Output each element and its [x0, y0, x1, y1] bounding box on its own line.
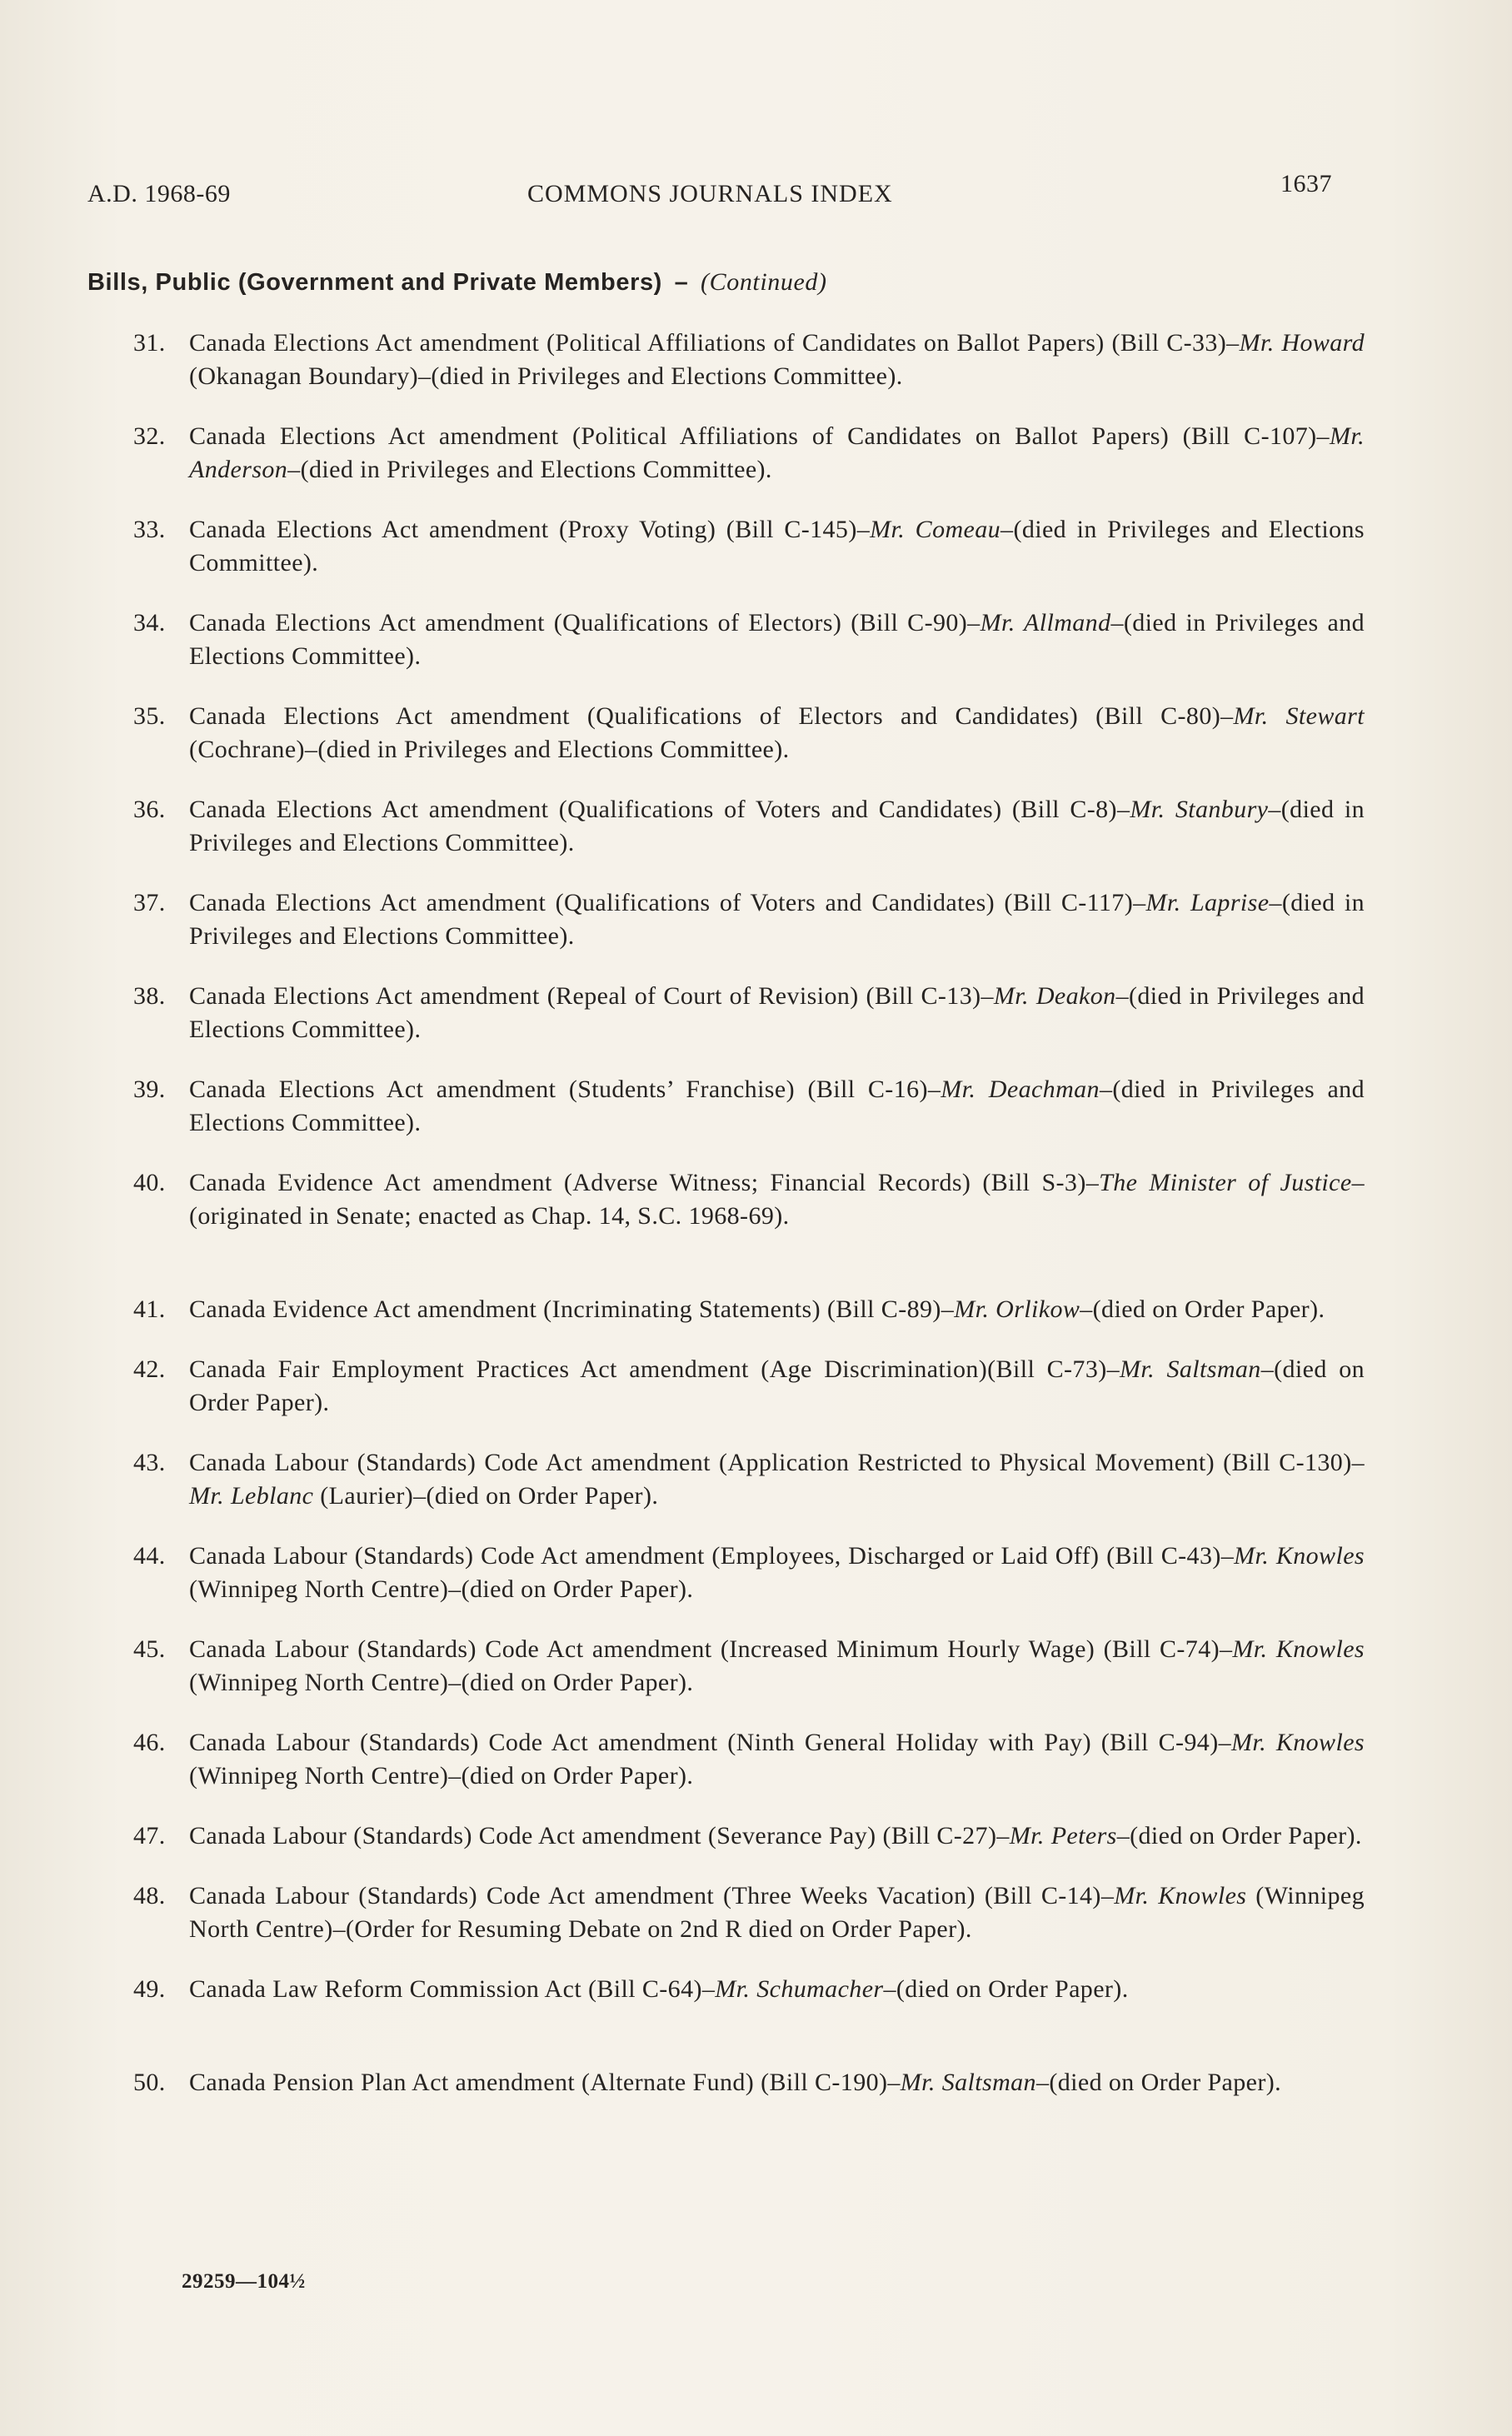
- entry-text: Canada Elections Act amendment (Students’ Franchise) (Bill C-16)–Mr. Deachman–(died in Privileges and Elections Committee).: [189, 1076, 1365, 1136]
- entry-text: Canada Elections Act amendment (Political Affiliations of Candidates on Ballot Papers) (Bill C-33)–Mr. Howard (Okanagan Boundary)–(died in Privileges and Elections Committee).: [189, 329, 1365, 390]
- entry-text: Canada Fair Employment Practices Act amendment (Age Discrimination)(Bill C-73)–Mr. Saltsman–(died on Order Paper).: [189, 1355, 1365, 1416]
- section-heading: [87, 268, 827, 297]
- sponsor-name: Mr. Peters: [1009, 1822, 1117, 1849]
- entry-number: 37.: [133, 889, 166, 916]
- sponsor-name: Mr. Stanbury: [1130, 796, 1269, 823]
- entry: [133, 1353, 1365, 1420]
- printer-signature-mark: 29259—104½: [182, 2270, 306, 2293]
- entry-text: Canada Evidence Act amendment (Adverse Witness; Financial Records) (Bill S-3)–The Minister of Justice–(originated in Senate; enacted as Chap. 14, S.C. 1968-69).: [189, 1169, 1365, 1230]
- entry-text: Canada Law Reform Commission Act (Bill C-64)–Mr. Schumacher–(died on Order Paper).: [189, 1975, 1129, 2003]
- entry-number: 48.: [133, 1882, 166, 1909]
- entry: [133, 700, 1365, 766]
- entry-text: Canada Evidence Act amendment (Incriminating Statements) (Bill C-89)–Mr. Orlikow–(died on Order Paper).: [189, 1295, 1325, 1323]
- entry: [133, 1073, 1365, 1140]
- sponsor-name: Mr. Stewart: [1233, 702, 1365, 730]
- entry-text: Canada Labour (Standards) Code Act amendment (Severance Pay) (Bill C-27)–Mr. Peters–(died on Order Paper).: [189, 1822, 1362, 1849]
- running-header: [87, 170, 1337, 217]
- entry-number: 41.: [133, 1295, 166, 1323]
- sponsor-name: Mr. Saltsman: [900, 2069, 1036, 2096]
- sponsor-name: Mr. Orlikow: [954, 1295, 1080, 1323]
- sponsor-name: Mr. Comeau: [870, 516, 1001, 543]
- entry-number: 33.: [133, 516, 166, 543]
- sponsor-name: The Minister of Justice: [1099, 1169, 1352, 1196]
- sponsor-name: Mr. Saltsman: [1120, 1355, 1261, 1383]
- entry-number: 32.: [133, 422, 166, 450]
- entry-number: 39.: [133, 1076, 166, 1103]
- entry: [133, 327, 1365, 393]
- entry: [133, 1879, 1365, 1946]
- entry-number: 49.: [133, 1975, 166, 2003]
- entry-number: 47.: [133, 1822, 166, 1849]
- entry: [133, 1973, 1365, 2006]
- entry: [133, 1726, 1365, 1793]
- section-continued: (Continued): [701, 268, 827, 296]
- entry-number: 45.: [133, 1635, 166, 1663]
- section-separator: –: [674, 269, 689, 296]
- entry-number: 34.: [133, 609, 166, 636]
- sponsor-name: Mr. Laprise: [1145, 889, 1270, 916]
- entry-number: 44.: [133, 1542, 166, 1570]
- sponsor-name: Mr. Knowles: [1234, 1542, 1365, 1570]
- entry-text: Canada Labour (Standards) Code Act amendment (Ninth General Holiday with Pay) (Bill C-94)–Mr. Knowles (Winnipeg North Centre)–(died on Order Paper).: [189, 1729, 1365, 1790]
- entry-number: 46.: [133, 1729, 166, 1756]
- sponsor-name: Mr. Deakon: [993, 982, 1116, 1010]
- section-title: Bills, Public (Government and Private Members): [87, 269, 662, 296]
- sponsor-name: Mr. Deachman: [941, 1076, 1100, 1103]
- entry-text: Canada Elections Act amendment (Qualifications of Electors and Candidates) (Bill C-80)–Mr. Stewart (Cochrane)–(died in Privileges and Elections Committee).: [189, 702, 1365, 763]
- page-number: 1637: [1280, 170, 1332, 197]
- sponsor-name: Mr. Anderson: [189, 422, 1365, 483]
- entry-text: Canada Elections Act amendment (Qualifications of Electors) (Bill C-90)–Mr. Allmand–(died in Privileges and Elections Committee).: [189, 609, 1365, 670]
- entry: [133, 420, 1365, 487]
- entry: [133, 793, 1365, 860]
- entry-text: Canada Labour (Standards) Code Act amendment (Application Restricted to Physical Movement) (Bill C-130)–Mr. Leblanc (Laurier)–(died on Order Paper).: [189, 1449, 1365, 1510]
- entry-list: [133, 327, 1365, 2126]
- entry-number: 50.: [133, 2069, 166, 2096]
- entry-number: 43.: [133, 1449, 166, 1476]
- entry: [133, 1633, 1365, 1700]
- entry-text: Canada Labour (Standards) Code Act amendment (Increased Minimum Hourly Wage) (Bill C-74)–Mr. Knowles (Winnipeg North Centre)–(died on Order Paper).: [189, 1635, 1365, 1696]
- entry-text: Canada Pension Plan Act amendment (Alternate Fund) (Bill C-190)–Mr. Saltsman–(died on Order Paper).: [189, 2069, 1282, 2096]
- entry-text: Canada Labour (Standards) Code Act amendment (Three Weeks Vacation) (Bill C-14)–Mr. Knowles (Winnipeg North Centre)–(Order for Resuming Debate on 2nd R died on Order Paper).: [189, 1882, 1365, 1943]
- entry: [133, 1446, 1365, 1513]
- entry-text: Canada Elections Act amendment (Qualifications of Voters and Candidates) (Bill C-117)–Mr. Laprise–(died in Privileges and Elections Committee).: [189, 889, 1365, 950]
- sponsor-name: Mr. Howard: [1239, 329, 1365, 357]
- entry-number: 36.: [133, 796, 166, 823]
- entry-text: Canada Elections Act amendment (Qualifications of Voters and Candidates) (Bill C-8)–Mr. Stanbury–(died in Privileges and Elections Committee).: [189, 796, 1365, 856]
- sponsor-name: Mr. Knowles: [1230, 1729, 1365, 1756]
- header-year: A.D. 1968-69: [87, 180, 231, 207]
- entry: [133, 513, 1365, 580]
- sponsor-name: Mr. Schumacher: [715, 1975, 884, 2003]
- entry-number: 31.: [133, 329, 166, 357]
- sponsor-name: Mr. Knowles: [1232, 1635, 1365, 1663]
- entry: [133, 1820, 1365, 1853]
- entry: [133, 980, 1365, 1046]
- entry-number: 38.: [133, 982, 166, 1010]
- entry-number: 35.: [133, 702, 166, 730]
- entry: [133, 1293, 1365, 1326]
- entry: [133, 886, 1365, 953]
- entry-text: Canada Labour (Standards) Code Act amendment (Employees, Discharged or Laid Off) (Bill C-43)–Mr. Knowles (Winnipeg North Centre)–(died on Order Paper).: [189, 1542, 1365, 1603]
- sponsor-name: Mr. Knowles: [1114, 1882, 1247, 1909]
- entry: [133, 607, 1365, 673]
- entry: [133, 1166, 1365, 1233]
- entry-text: Canada Elections Act amendment (Repeal of Court of Revision) (Bill C-13)–Mr. Deakon–(died in Privileges and Elections Committee).: [189, 982, 1365, 1043]
- entry-number: 40.: [133, 1169, 166, 1196]
- entry: [133, 1540, 1365, 1606]
- entry: [133, 2066, 1365, 2099]
- sponsor-name: Mr. Allmand: [980, 609, 1111, 636]
- entry-number: 42.: [133, 1355, 166, 1383]
- header-title: COMMONS JOURNALS INDEX: [527, 180, 893, 207]
- sponsor-name: Mr. Leblanc: [189, 1482, 314, 1510]
- entry-text: Canada Elections Act amendment (Political Affiliations of Candidates on Ballot Papers) (Bill C-107)–Mr. Anderson–(died in Privileges and Elections Committee).: [189, 422, 1365, 483]
- entry-text: Canada Elections Act amendment (Proxy Voting) (Bill C-145)–Mr. Comeau–(died in Privileges and Elections Committee).: [189, 516, 1365, 577]
